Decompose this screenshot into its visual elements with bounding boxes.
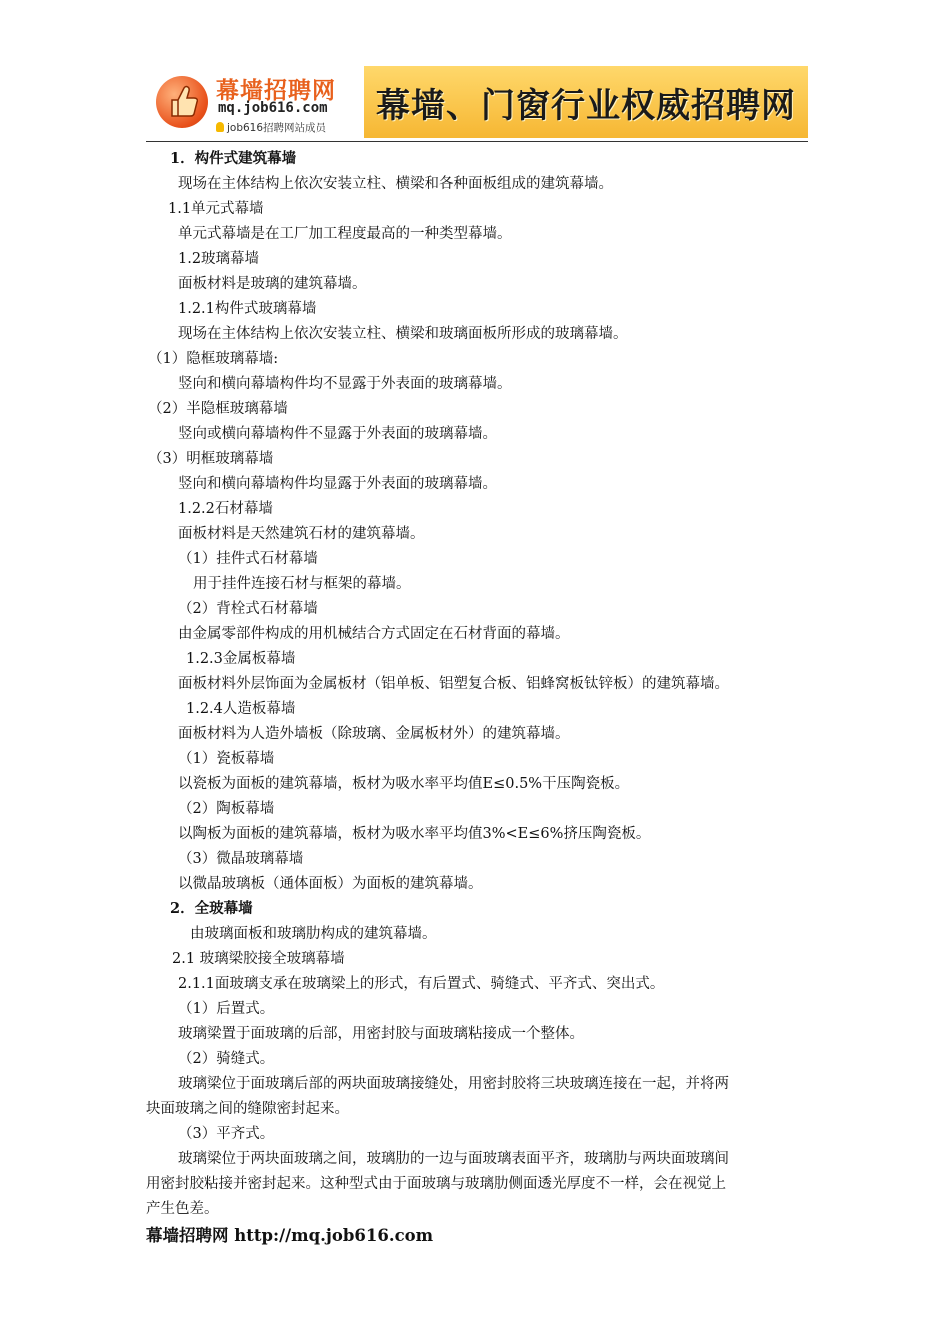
header-banner	[364, 66, 808, 138]
paragraph: 面板材料外层饰面为金属板材（铝单板、铝塑复合板、铝蜂窝板钛锌板）的建筑幕墙。	[178, 676, 729, 692]
paragraph: 竖向和横向幕墙构件均不显露于外表面的玻璃幕墙。	[178, 376, 512, 392]
page-footer[interactable]: 幕墙招聘网 http://mq.job616.com	[146, 1226, 434, 1245]
paragraph: 玻璃梁置于面玻璃的后部，用密封胶与面玻璃粘接成一个整体。	[178, 1026, 584, 1042]
paragraph: 竖向和横向幕墙构件均显露于外表面的玻璃幕墙。	[178, 476, 497, 492]
paragraph: 用于挂件连接石材与框架的幕墙。	[193, 576, 411, 592]
subheading: 1.2.1构件式玻璃幕墙	[178, 301, 317, 317]
list-item-label: （1）后置式。	[178, 1001, 275, 1017]
paragraph-continued: 产生色差。	[146, 1201, 219, 1217]
subheading: 1.2.3金属板幕墙	[186, 651, 296, 667]
subheading: 2.1 玻璃梁胶接全玻璃幕墙	[172, 951, 345, 967]
thumbs-up-icon	[156, 76, 208, 128]
list-item-label: （2）背栓式石材幕墙	[178, 601, 318, 617]
paragraph: 以陶板为面板的建筑幕墙，板材为吸水率平均值3%<E≤6%挤压陶瓷板。	[178, 826, 651, 842]
paragraph: 以瓷板为面板的建筑幕墙，板材为吸水率平均值E≤0.5%干压陶瓷板。	[178, 776, 630, 792]
list-item-label: （2）陶板幕墙	[178, 801, 275, 817]
header-divider	[146, 141, 808, 142]
subheading: 1.2.4人造板幕墙	[186, 701, 296, 717]
paragraph: 竖向或横向幕墙构件不显露于外表面的玻璃幕墙。	[178, 426, 497, 442]
list-item-label: （2）半隐框玻璃幕墙	[148, 401, 288, 417]
paragraph: 现场在主体结构上依次安装立柱、横梁和玻璃面板所形成的玻璃幕墙。	[178, 326, 628, 342]
paragraph: 2.1.1面玻璃支承在玻璃梁上的形式，有后置式、骑缝式、平齐式、突出式。	[178, 976, 665, 992]
paragraph-continued: 块面玻璃之间的缝隙密封起来。	[146, 1101, 349, 1117]
brand-name: 幕墙招聘网	[216, 78, 336, 104]
paragraph: 现场在主体结构上依次安装立柱、横梁和各种面板组成的建筑幕墙。	[178, 176, 613, 192]
paragraph: 由玻璃面板和玻璃肋构成的建筑幕墙。	[190, 926, 437, 942]
page-header	[146, 66, 808, 142]
subheading: 1.1单元式幕墙	[168, 201, 264, 217]
list-item-label: （3）平齐式。	[178, 1126, 275, 1142]
paragraph: 面板材料是玻璃的建筑幕墙。	[178, 276, 367, 292]
list-item-label: （3）明框玻璃幕墙	[148, 451, 274, 467]
paragraph: 单元式幕墙是在工厂加工程度最高的一种类型幕墙。	[178, 226, 512, 242]
heading-1: 1．构件式建筑幕墙	[170, 150, 297, 167]
list-item-label: （1）隐框玻璃幕墙:	[148, 351, 279, 367]
paragraph: 以微晶玻璃板（通体面板）为面板的建筑幕墙。	[178, 876, 483, 892]
paragraph: 面板材料是天然建筑石材的建筑幕墙。	[178, 526, 425, 542]
brand-member-label: job616招聘网站成员	[227, 122, 327, 134]
list-item-label: （2）骑缝式。	[178, 1051, 275, 1067]
paragraph: 玻璃梁位于面玻璃后部的两块面玻璃接缝处，用密封胶将三块玻璃连接在一起，并将两	[178, 1076, 729, 1092]
subheading: 1.2玻璃幕墙	[178, 251, 260, 267]
heading-2: 2．全玻幕墙	[170, 900, 253, 917]
paragraph: 面板材料为人造外墙板（除玻璃、金属板材外）的建筑幕墙。	[178, 726, 570, 742]
paragraph: 玻璃梁位于两块面玻璃之间，玻璃肋的一边与面玻璃表面平齐，玻璃肋与两块面玻璃间	[178, 1151, 729, 1167]
brand-url[interactable]: mq.job616.com	[218, 100, 328, 116]
paragraph-continued: 用密封胶粘接并密封起来。这种型式由于面玻璃与玻璃肋侧面透光厚度不一样，会在视觉上	[146, 1176, 726, 1192]
lightbulb-icon	[216, 122, 224, 132]
brand-member-text	[216, 120, 326, 135]
list-item-label: （1）瓷板幕墙	[178, 751, 275, 767]
list-item-label: （3）微晶玻璃幕墙	[178, 851, 304, 867]
paragraph: 由金属零部件构成的用机械结合方式固定在石材背面的幕墙。	[178, 626, 570, 642]
subheading: 1.2.2石材幕墙	[178, 501, 273, 517]
site-logo[interactable]	[146, 66, 362, 140]
list-item-label: （1）挂件式石材幕墙	[178, 551, 318, 567]
banner-title: 幕墙、门窗行业权威招聘网	[376, 85, 796, 126]
